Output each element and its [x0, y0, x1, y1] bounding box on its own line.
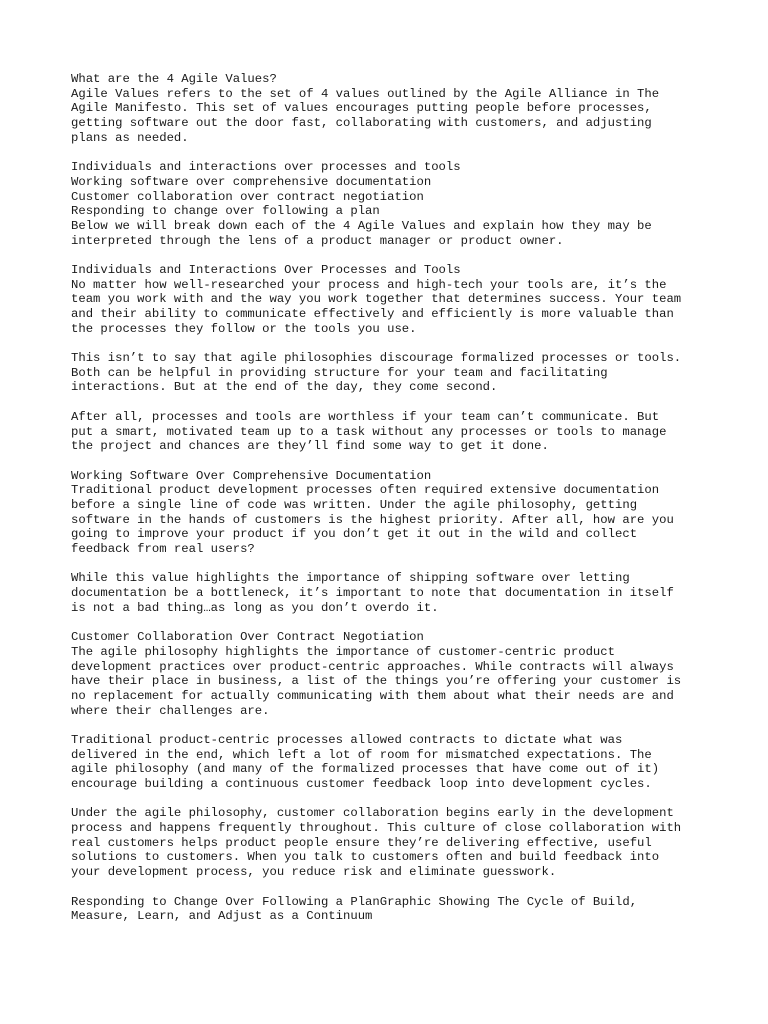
text-line: team you work with and the way you work together that determines success. Your team [71, 292, 682, 307]
text-line: development practices over product-centric approaches. While contracts will always [71, 659, 674, 674]
text-paragraph [71, 469, 711, 557]
text-line: Working Software Over Comprehensive Documentation [71, 468, 432, 483]
text-line: documentation be a bottleneck, it’s important to note that documentation in itself [71, 586, 674, 601]
document-page [71, 72, 711, 939]
text-line: Responding to Change Over Following a PlanGraphic Showing The Cycle of Build, [71, 894, 638, 909]
text-paragraph [71, 410, 711, 454]
text-line: Both can be helpful in providing structure for your team and facilitating [71, 365, 608, 380]
text-line: This isn’t to say that agile philosophies discourage formalized processes or tools. [71, 351, 682, 366]
text-paragraph [71, 351, 711, 395]
text-line: Agile Values refers to the set of 4 values outlined by the Agile Alliance in The [71, 86, 660, 101]
text-paragraph [71, 733, 711, 792]
text-line: encourage building a continuous customer feedback loop into development cycles. [71, 777, 652, 791]
text-line: No matter how well-researched your process and high-tech your tools are, it’s the [71, 277, 667, 292]
text-line: where their challenges are. [71, 703, 270, 718]
text-line: Below we will break down each of the 4 Agile Values and explain how they may be [71, 218, 652, 233]
text-paragraph [71, 895, 711, 924]
text-line: Customer Collaboration Over Contract Negotiation [71, 630, 424, 645]
text-line: agile philosophy (and many of the formalized processes that have come out of it) [71, 762, 660, 777]
text-line: process and happens frequently throughout. This culture of close collaboration with [71, 821, 682, 836]
text-line: Measure, Learn, and Adjust as a Continuum [71, 909, 373, 924]
text-line: interactions. But at the end of the day, they come second. [71, 380, 498, 395]
text-line: and their ability to communicate effectively and efficiently is more valuable than [71, 307, 674, 321]
text-line: Customer collaboration over contract negotiation [71, 189, 424, 204]
text-line: Responding to change over following a plan [71, 204, 380, 219]
text-paragraph [71, 571, 711, 615]
text-line: real customers helps product people ensure they’re delivering effective, useful [71, 835, 652, 850]
text-line: have their place in business, a list of the things you’re offering your customer is [71, 674, 682, 689]
text-paragraph [71, 72, 711, 145]
text-line: Individuals and interactions over processes and tools [71, 160, 461, 175]
text-line: the project and chances are they’ll find some way to get it done. [71, 439, 549, 454]
text-line: Traditional product-centric processes allowed contracts to dictate what was [71, 732, 623, 747]
text-line: What are the 4 Agile Values? [71, 72, 277, 86]
text-paragraph [71, 630, 711, 718]
text-line: The agile philosophy highlights the importance of customer-centric product [71, 644, 615, 659]
text-paragraph [71, 160, 711, 248]
text-line: plans as needed. [71, 130, 189, 145]
text-line: After all, processes and tools are worthless if your team can’t communicate. But [71, 409, 660, 424]
text-line: delivered in the end, which left a lot of room for mismatched expectations. The [71, 747, 652, 762]
text-paragraph [71, 806, 711, 879]
text-line: Under the agile philosophy, customer collaboration begins early in the development [71, 806, 674, 821]
text-line: getting software out the door fast, collaborating with customers, and adjusting [71, 116, 652, 131]
text-paragraph [71, 263, 711, 336]
text-line: interpreted through the lens of a product manager or product owner. [71, 233, 564, 248]
text-line: Agile Manifesto. This set of values encourages putting people before processes, [71, 101, 652, 116]
text-line: software in the hands of customers is the highest priority. After all, how are you [71, 512, 674, 527]
text-line: Working software over comprehensive documentation [71, 174, 432, 189]
text-line: solutions to customers. When you talk to customers often and build feedback into [71, 850, 660, 865]
text-line: Traditional product development processes often required extensive documentation [71, 483, 660, 498]
text-line: going to improve your product if you don’t get it out in the wild and collect [71, 527, 638, 542]
text-line: before a single line of code was written. Under the agile philosophy, getting [71, 497, 638, 512]
text-line: While this value highlights the importance of shipping software over letting [71, 571, 630, 586]
text-line: the processes they follow or the tools you use. [71, 321, 417, 336]
text-line: no replacement for actually communicating with them about what their needs are and [71, 688, 674, 703]
text-line: feedback from real users? [71, 542, 255, 556]
text-line: Individuals and Interactions Over Processes and Tools [71, 262, 461, 277]
text-line: is not a bad thing…as long as you don’t overdo it. [71, 600, 439, 615]
text-line: your development process, you reduce risk and eliminate guesswork. [71, 865, 557, 880]
text-line: put a smart, motivated team up to a task without any processes or tools to manage [71, 424, 667, 439]
